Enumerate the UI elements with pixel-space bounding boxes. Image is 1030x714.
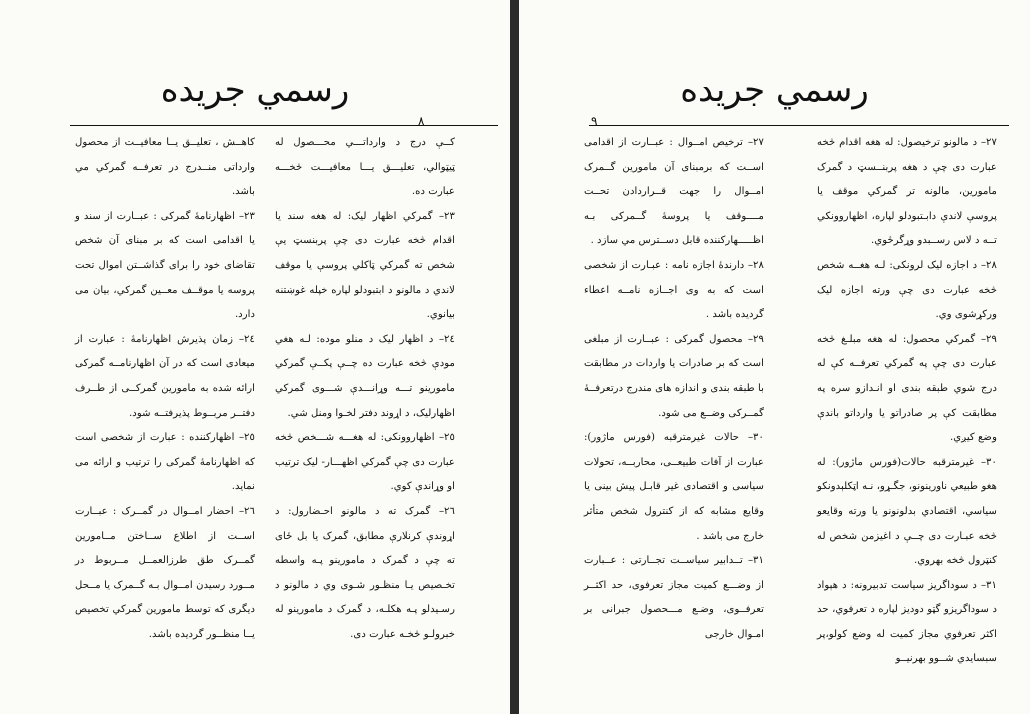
pashto-column	[817, 131, 997, 672]
article-paragraph: کاهــش ، تعليــق يــا معافيــت از محصول وارداتی منــدرج در تعرفــه گمرکي مي باشد.	[75, 137, 255, 198]
article-paragraph: ٢٩– گمرکي محصول: له هغه مبلـغ څخه عبارت دی چې په گمرکي تعرفــه کې له درج شوي طبقه بندی او انـدازو سره په مطابقت کې پر صادراتو يا وارداتو باندې وضع کيږي.	[817, 333, 997, 444]
article-paragraph: ٢٨– د اجازه ليک لرونکی: لـه هغــه شخص څخه عبارت دی چې ورته اجازه ليک ورکړشوی وي.	[817, 259, 997, 321]
article-paragraph: ٣٠– حالات غيرمترقبه (فورس ماژور): عبارت از آفات طبيعــی، محاربــه، تحولات سياسی و اقتصادی غير قابـل پيش بينی يا وقايع مشابه که از کنترول شخص متأثر خارج می باشد .	[584, 432, 764, 542]
article-paragraph: ٢٩– محصول گمرکی : عبــارت از مبلغی است که بر صادرات يا واردات در مطابقت با طبقه بندی و اندازه های مندرج درتعرفــهٔ گمــرکی وضــع می شود.	[584, 333, 764, 419]
article-paragraph: ٣١– د سوداگريز سياست تدبيرونه: د هېواد د سوداگريزو گټو دوديز لپاره د تعرفوي، حد اکثر تعرفوي مجاز کميت له وضع کولو،پر سبسايدي شــوو بهرنيــو	[817, 579, 997, 665]
article-paragraph: ٢٤– زمان پذيرش اظهارنامهٔ : عبارت از ميعادی است که در آن اظهارنامــه گمرکی ارائه شده به مامورين گمرکــی از طــرف دفتــر مربــوط پذيرفتــه شود.	[75, 333, 255, 419]
right-page	[519, 0, 1030, 714]
article-paragraph: ٢٦– گمرک ته د مالونو احـضارول: د اړوندې کرنلارې مطابق، گمرک يا بل ځای ته چې د گمرک د مامورينو پـه واسطه تخـصيص يـا منظـور شـوی وي د مالونو د رسـيدلو پـه هکلـه، د گمرک د مامورينو له خبرولـو څخـه عبارت دی.	[275, 505, 455, 640]
page-number: ٨	[418, 114, 425, 128]
article-paragraph: کــې درج د وارداتـــي محـــصول له ټيټوالي، تعليـــق يـــا معافيـــت څخـــه عبارت ده.	[275, 137, 455, 198]
page-title: رسمي جريده	[160, 70, 350, 110]
page-title: رسمي جريده	[680, 70, 869, 110]
article-paragraph: ٣١– تــدابير سياســت تجــارتی : عــبارت از وضـــع کميت مجاز تعرفوی، حد اکثــر تعرفــوی، وضـع مـــحصول جبرانی بر امـوال خارجی	[584, 555, 764, 640]
pashto-column	[275, 131, 455, 647]
article-paragraph: ٣٠– غيرمترقبه حالات(فورس ماژور): له هغو طبيعي ناورينونو، جگـړو، نـه اټکلېدونکو سياسي، اقتصادي بدلونونو يا ورته وقايعو څخه عبـارت دی چــې د اغيزمن شخص له کنټرول څخه بهروي.	[817, 456, 997, 567]
article-paragraph: ٢٥– اظهاروونکی: له هغـــه شـــخص څخه عبارت دی چې گمرکي اظهـــار- ليک ترتيب او وړاندې کوي.	[275, 432, 455, 493]
article-paragraph: ٢٥– اظهارکننده : عبارت از شخصی است که اظهارنامهٔ گمرکی را ترتيب و ارائه می نمايد.	[75, 432, 255, 493]
article-paragraph: ٢٧– ترخيص امــوال : عبــارت از اقدامی اســت که برمبنای آن مامورين گــمرک امــوال را جهت قــراردادن تحــت مــــوقف يا پروسهٔ گــمرکی بـه اظـــــهارکننده قابل دســترس مي سازد .	[584, 137, 764, 247]
article-paragraph: ٢٧– د مالونو ترخيصول: له هغه اقدام څخه عبارت دی چې د هغه پربنــسټ د گمرک مامورين، مالونه تر گمرکي موقف يا پروسې لاندې دابـتبودلو لپاره، اظهاروونکي تــه د لاس رســبدو وړگرځوي.	[817, 137, 997, 247]
article-paragraph: ٢٣– گمرکي اظهار ليک: له هغه سند يا اقدام څخه عبارت دی چې پربنسټ يې شخص ته گمرکي ټاکلي پروسې يا موقف لاندي د مالونو د ابتبودلو لپاره خپله غوښتنه بيانوي.	[275, 210, 455, 321]
header-rule	[589, 125, 1009, 126]
article-paragraph: ٢٦– احضار امــوال در گمــرک : عبــارت اســت از اطلاع ســاختن مــامورين گمــرک طق طرزالعمــل مــربوط در مــورد رسيدن امــوال بـه گــمرک يا مــحل ديگری که توسط مامورين گمرکي تخصيص يــا منظــور گرديده باشد.	[75, 505, 255, 640]
dari-column	[75, 131, 255, 647]
article-paragraph: ٢٨– دارندهٔ اجازه نامه : عبـارت از شخصی است که به وی اجــازه نامــه اعطاء گرديده باشد .	[584, 259, 764, 321]
dari-column	[584, 131, 764, 647]
header-rule	[70, 125, 498, 126]
left-page	[0, 0, 510, 714]
article-paragraph: ٢٤– د اظهار ليک د منلو موده: لـه هغي مودې څخه عبارت ده چــې پکــې گمرکي مامورينو تـــه وړانـــدې شـــوی گمرکي اظهارليک، د اړوند دفتر لخـوا ومنل شي.	[275, 333, 455, 419]
page-number: ٩	[591, 114, 598, 128]
book-gutter	[510, 0, 519, 714]
article-paragraph: ٢٣– اظهارنامهٔ گمرکی : عبــارت از سند و يا اقدامی است که بر مبنای آن شخص تقاضای خود را برای گذاشــتن اموال تحت پروسه يا موقــف معــين گمرکي، بيان می دارد.	[75, 210, 255, 321]
